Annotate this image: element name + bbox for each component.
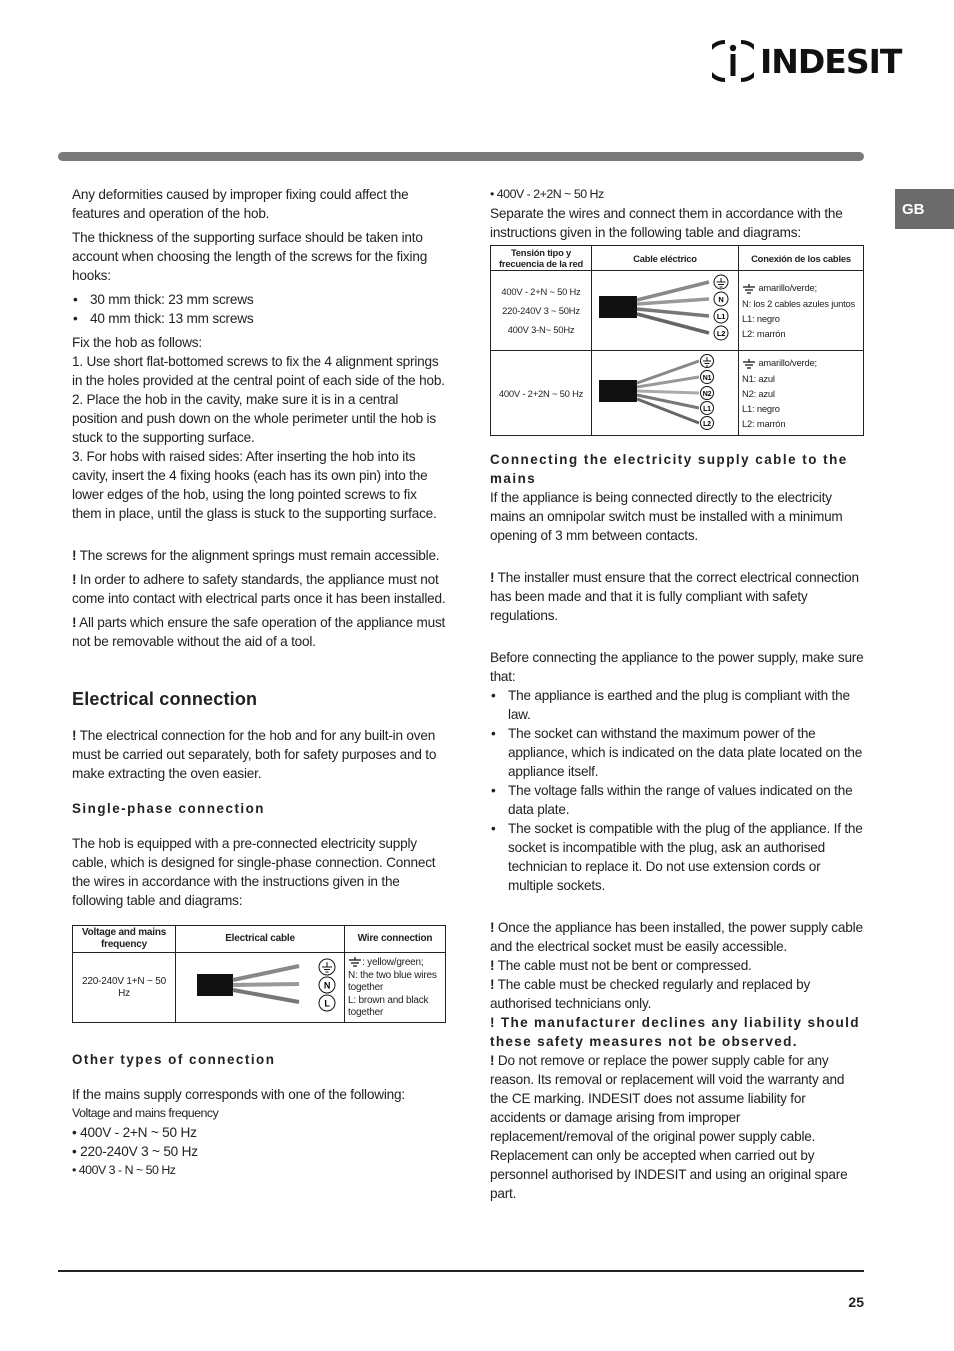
exclamation-mark: !: [72, 548, 77, 563]
paragraph: Separate the wires and connect them in accordance with the instructions given in the following table and diagrams:: [490, 206, 843, 240]
terminal-label: N: [323, 980, 331, 991]
warning: ! The installer must ensure that the correct electrical connection has been made and that it is fully compliant with safety regulations.: [490, 570, 859, 623]
left-column: [72, 185, 446, 1180]
terminal-label: L1: [716, 312, 726, 321]
step: 2. Place the hob in the cavity, make sure it is in a central position and push down on the whole perimeter until the hob is stuck to the supporting surface.: [72, 392, 436, 445]
subsection-title: Connecting the electricity supply cable to the mains: [490, 452, 848, 486]
warning: ! In order to adhere to safety standards, the appliance must not come into contact with electrical parts once it has been installed.: [72, 572, 446, 606]
page-number: 25: [848, 1294, 864, 1310]
exclamation-mark: !: [490, 958, 495, 973]
section-title: Electrical connection: [72, 689, 258, 709]
earth-icon: [348, 957, 362, 967]
table-header: Conexión de los cables: [739, 246, 864, 271]
terminal-label: L2: [703, 421, 711, 428]
header-rule: [58, 152, 864, 161]
terminal-label: L2: [716, 329, 726, 338]
warning: ! Do not remove or replace the power supply cable for any reason. Its removal or replacement will void the warranty and the CE marking. INDESIT does not assume liability for accidents or damage arising from improper replacement/removal of the original power supply cable. Replacement can only be accepted when carried out by personnel authorised by INDESIT and using an original spare part.: [490, 1053, 848, 1201]
screw-list: [72, 290, 446, 328]
list-item: • The socket is compatible with the plug of the appliance. If the socket is incompatible with the plug, ask an authorised technician to replace it. Do not use extension cords or multiple sockets.: [490, 819, 864, 895]
brand-name: INDESIT: [760, 41, 902, 81]
cable-diagram: [176, 953, 345, 1023]
multi-phase-wiring-table: [490, 245, 864, 436]
earth-icon: [742, 359, 756, 369]
list-item: • 40 mm thick: 13 mm screws: [72, 309, 446, 328]
table-header: Cable eléctrico: [592, 246, 739, 271]
earth-icon: [742, 284, 756, 294]
paragraph: Voltage and mains frequency: [72, 1106, 219, 1120]
list-item: • 400V - 2+N ~ 50 Hz: [72, 1125, 197, 1140]
table-cell: 400V - 2+2N ~ 50 Hz: [491, 351, 592, 436]
step: 1. Use short flat-bottomed screws to fix the 4 alignment springs in the holes provided at the central point of each side of the hob.: [72, 354, 445, 388]
paragraph: If the appliance is being connected directly to the electricity mains an omnipolar switch must be installed with a minimum opening of 3 mm between contacts.: [490, 490, 843, 543]
wire-connection-cell: amarillo/verde; N: los 2 cables azules juntos L1: negro L2: marrón: [739, 271, 864, 351]
exclamation-mark: !: [490, 977, 495, 992]
warning: ! The cable must be checked regularly and replaced by authorised technicians only.: [490, 977, 811, 1011]
paragraph: The hob is equipped with a pre-connected electricity supply cable, which is designed for single-phase connection. Connect the wires in accordance with the instructions given in the following table and diagrams:: [72, 836, 436, 908]
wire-connection-cell: amarillo/verde; N1: azul N2: azul L1: negro L2: marrón: [739, 351, 864, 436]
table-header: Electrical cable: [176, 926, 345, 953]
terminal-label: L: [324, 998, 330, 1009]
footer-rule: [58, 1270, 864, 1272]
warning: ! Once the appliance has been installed, the power supply cable and the electrical socket must be easily accessible.: [490, 920, 863, 954]
warning: ! The cable must not be bent or compressed.: [490, 958, 752, 973]
step: 3. For hobs with raised sides: After inserting the hob into its cavity, insert the 4 fixing hooks (each has its own pin) into the lower edges of the hob, using the long pointed screws to fix them in place, until the glass is stuck to the supporting surface.: [72, 449, 437, 521]
list-item: • The voltage falls within the range of values indicated on the data plate.: [490, 781, 864, 819]
terminal-label: N: [718, 295, 724, 304]
cable-diagram: [592, 271, 739, 351]
table-cell: 220-240V 1+N ~ 50 Hz: [73, 953, 176, 1023]
terminal-label: L1: [703, 406, 711, 413]
check-list: [490, 686, 864, 895]
indesit-symbol-icon: [712, 38, 754, 84]
list-item: • 400V - 2+2N ~ 50 Hz: [490, 187, 604, 201]
cable-diagram-icon: [179, 954, 341, 1017]
exclamation-mark: !: [72, 728, 77, 743]
exclamation-mark: !: [490, 920, 495, 935]
paragraph: The thickness of the supporting surface should be taken into account when choosing the length of the screws for the fixing hooks:: [72, 230, 428, 283]
table-cell: 400V - 2+N ~ 50 Hz 220-240V 3 ~ 50Hz 400V 3-N~ 50Hz: [491, 271, 592, 351]
warning: ! The screws for the alignment springs must remain accessible.: [72, 548, 440, 563]
paragraph: Before connecting the appliance to the power supply, make sure that:: [490, 650, 864, 684]
cable-diagram: [592, 351, 739, 436]
list-item: • 30 mm thick: 23 mm screws: [72, 290, 446, 309]
single-phase-wiring-table: [72, 925, 446, 1023]
exclamation-mark: !: [72, 615, 77, 630]
exclamation-mark: !: [490, 1053, 495, 1068]
right-column: [490, 185, 864, 1203]
warning: ! The electrical connection for the hob and for any built-in oven must be carried out separately, both for safety purposes and to make extracting the oven easier.: [72, 728, 437, 781]
table-header: Voltage and mains frequency: [73, 926, 176, 953]
paragraph: Fix the hob as follows:: [72, 335, 202, 350]
list-item: • 400V 3 - N ~ 50 Hz: [72, 1163, 176, 1177]
language-tab: GB: [895, 189, 954, 229]
exclamation-mark: !: [490, 1015, 496, 1030]
subsection-title: Other types of connection: [72, 1052, 276, 1067]
warning: ! All parts which ensure the safe operation of the appliance must not be removable without the aid of a tool.: [72, 615, 446, 649]
cable-diagram-icon: [595, 272, 735, 347]
table-header: Wire connection: [345, 926, 446, 953]
terminal-label: N1: [702, 375, 712, 382]
warning: ! The manufacturer declines any liability should these safety measures not be observed.: [490, 1015, 860, 1049]
paragraph: If the mains supply corresponds with one of the following:: [72, 1087, 405, 1102]
terminal-label: N2: [702, 391, 712, 398]
list-item: • The socket can withstand the maximum power of the appliance, which is indicated on the data plate located on the appliance itself.: [490, 724, 864, 781]
cable-diagram-icon: [595, 352, 735, 432]
subsection-title: Single-phase connection: [72, 801, 265, 816]
exclamation-mark: !: [490, 570, 495, 585]
exclamation-mark: !: [72, 572, 77, 587]
table-header: Tensión tipo y frecuencia de la red: [491, 246, 592, 271]
list-item: • 220-240V 3 ~ 50 Hz: [72, 1144, 198, 1159]
list-item: • The appliance is earthed and the plug is compliant with the law.: [490, 686, 864, 724]
brand-logo: [712, 38, 901, 84]
wire-connection-cell: : yellow/green; N: the two blue wires together L: brown and black together: [345, 953, 446, 1023]
paragraph: Any deformities caused by improper fixing could affect the features and operation of the hob.: [72, 187, 409, 221]
